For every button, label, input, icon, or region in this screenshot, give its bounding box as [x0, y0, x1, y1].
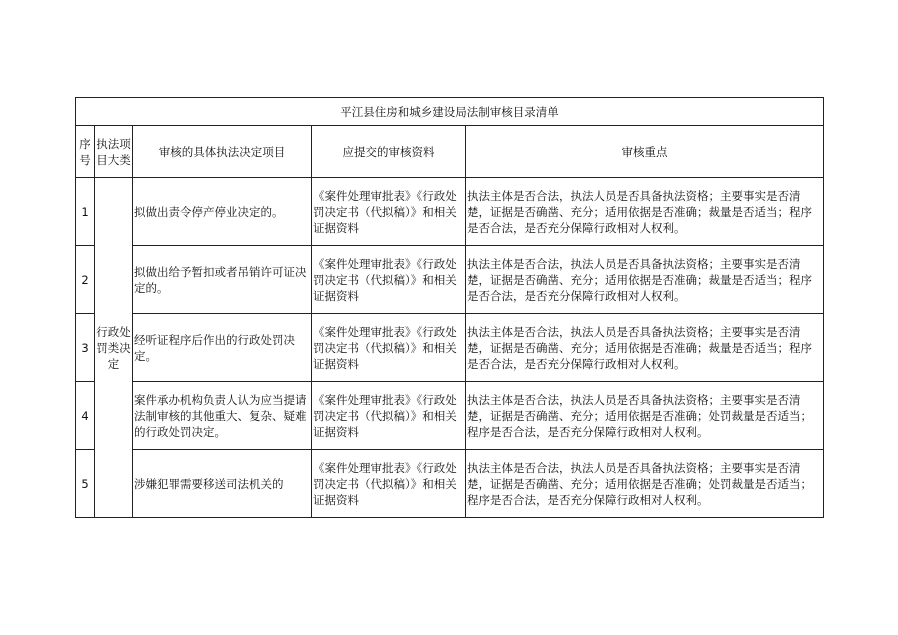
- header-serial-no: 序号: [76, 126, 95, 178]
- row-item: 经听证程序后作出的行政处罚决定。: [133, 314, 312, 382]
- row-focus: 执法主体是否合法，执法人员是否具备执法资格；主要事实是否清楚，证据是否确凿、充分；适用依据是否准确；处罚裁量是否适当；程序是否合法，是否充分保障行政相对人权利。: [466, 450, 824, 518]
- category-cell: 行政处罚类决定: [95, 178, 133, 518]
- row-item: 案件承办机构负责人认为应当提请法制审核的其他重大、复杂、疑难的行政处罚决定。: [133, 382, 312, 450]
- table-row: [76, 246, 824, 314]
- row-docs: 《案件处理审批表》《行政处罚决定书（代拟稿）》和相关证据资料: [312, 178, 466, 246]
- table-row: [76, 450, 824, 518]
- row-focus: 执法主体是否合法，执法人员是否具备执法资格；主要事实是否清楚，证据是否确凿、充分；适用依据是否准确；裁量是否适当；程序是否合法，是否充分保障行政相对人权利。: [466, 178, 824, 246]
- row-docs: 《案件处理审批表》《行政处罚决定书（代拟稿）》和相关证据资料: [312, 246, 466, 314]
- row-number: 5: [76, 450, 95, 518]
- row-number: 3: [76, 314, 95, 382]
- row-focus: 执法主体是否合法，执法人员是否具备执法资格；主要事实是否清楚，证据是否确凿、充分；适用依据是否准确；裁量是否适当；程序是否合法，是否充分保障行政相对人权利。: [466, 246, 824, 314]
- header-docs: 应提交的审核资料: [312, 126, 466, 178]
- header-focus: 审核重点: [466, 126, 824, 178]
- row-number: 4: [76, 382, 95, 450]
- row-number: 2: [76, 246, 95, 314]
- table-title: 平江县住房和城乡建设局法制审核目录清单: [76, 98, 824, 126]
- audit-catalog-table: [75, 97, 824, 518]
- table-row: [76, 178, 824, 246]
- row-docs: 《案件处理审批表》《行政处罚决定书（代拟稿）》和相关证据资料: [312, 450, 466, 518]
- header-category: 执法项目大类: [95, 126, 133, 178]
- table-row: [76, 382, 824, 450]
- row-item: 拟做出给予暂扣或者吊销许可证决定的。: [133, 246, 312, 314]
- table-row: [76, 314, 824, 382]
- header-item: 审核的具体执法决定项目: [133, 126, 312, 178]
- row-focus: 执法主体是否合法，执法人员是否具备执法资格；主要事实是否清楚，证据是否确凿、充分；适用依据是否准确；裁量是否适当；程序是否合法，是否充分保障行政相对人权利。: [466, 314, 824, 382]
- row-docs: 《案件处理审批表》《行政处罚决定书（代拟稿）》和相关证据资料: [312, 314, 466, 382]
- row-item: 涉嫌犯罪需要移送司法机关的: [133, 450, 312, 518]
- row-docs: 《案件处理审批表》《行政处罚决定书（代拟稿）》和相关证据资料: [312, 382, 466, 450]
- row-number: 1: [76, 178, 95, 246]
- row-focus: 执法主体是否合法，执法人员是否具备执法资格；主要事实是否清楚，证据是否确凿、充分；适用依据是否准确；处罚裁量是否适当；程序是否合法，是否充分保障行政相对人权利。: [466, 382, 824, 450]
- row-item: 拟做出责令停产停业决定的。: [133, 178, 312, 246]
